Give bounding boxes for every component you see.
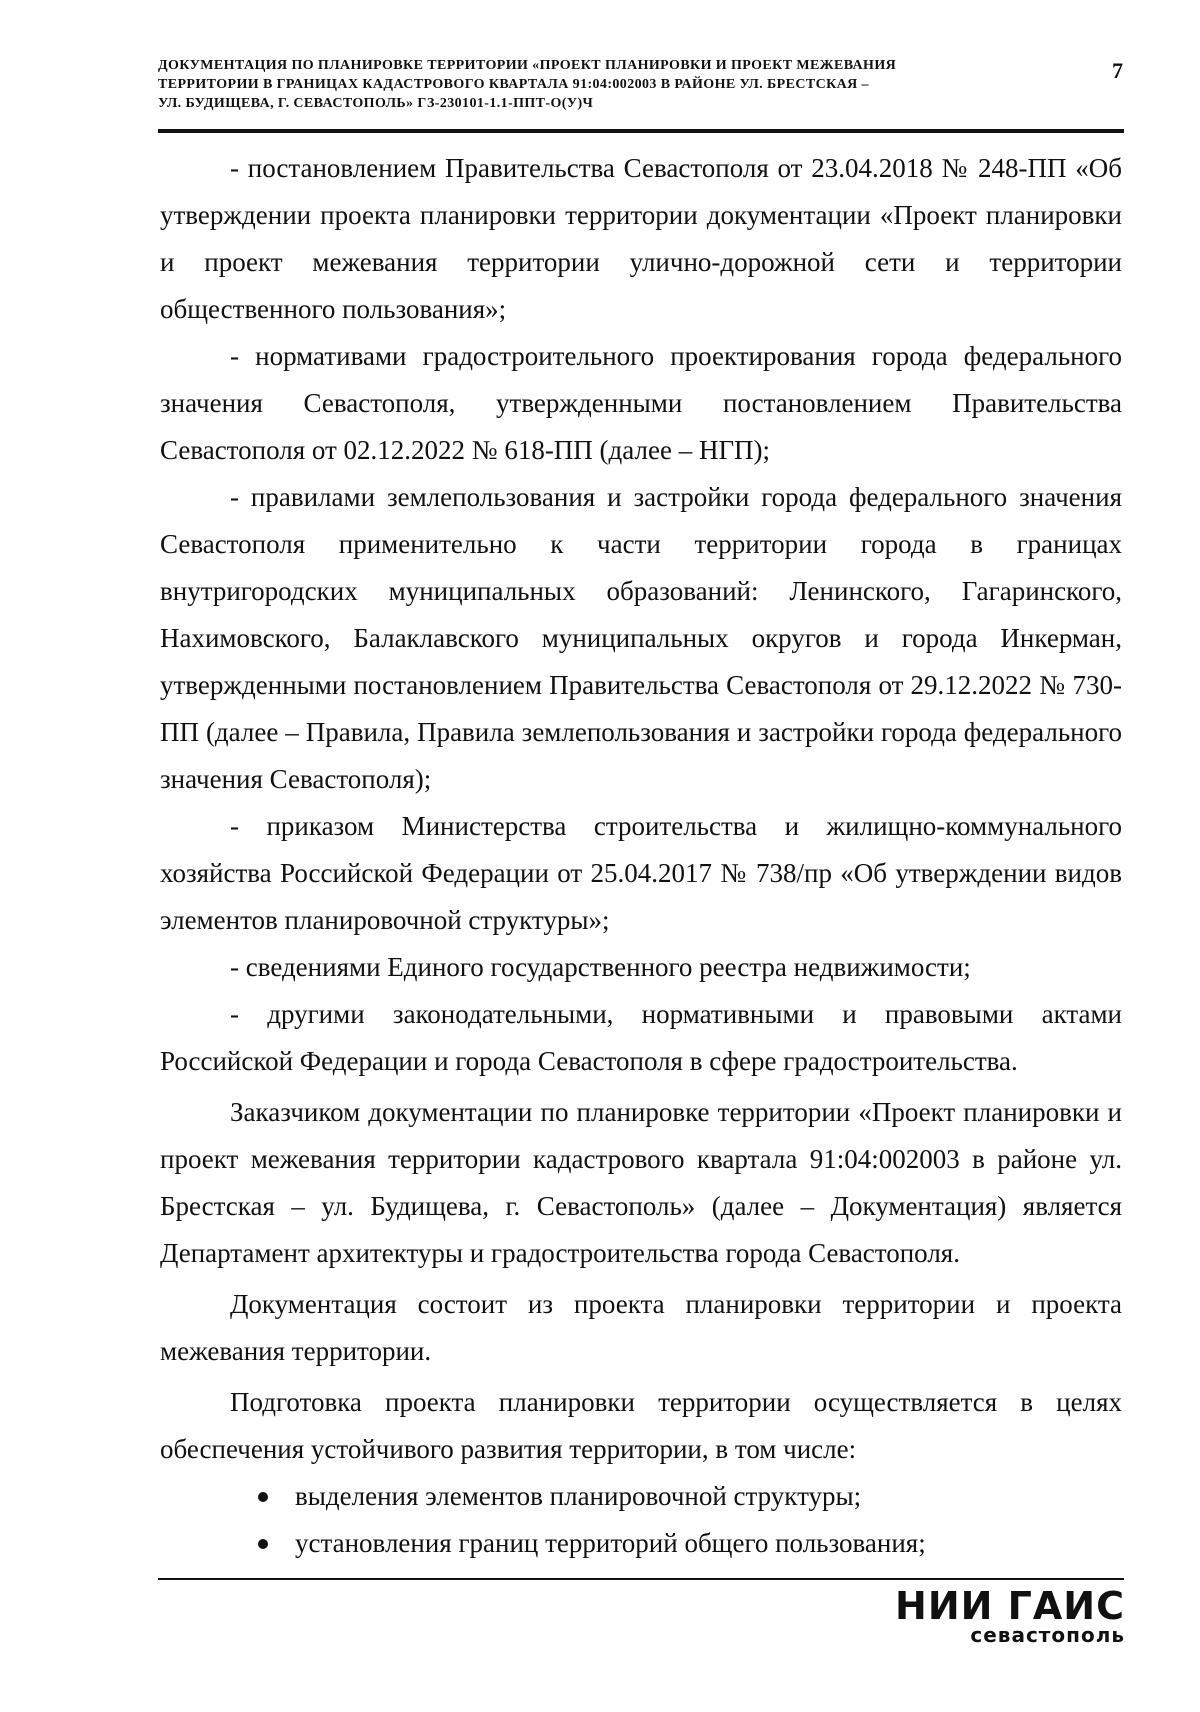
header-line-2: ТЕРРИТОРИИ В ГРАНИЦАХ КАДАСТРОВОГО КВАРТАЛА 91:04:002003 В РАЙОНЕ УЛ. БРЕСТСКАЯ – xyxy=(158,77,869,92)
list-item-text: выделения элементов планировочной структуры; xyxy=(295,1481,862,1511)
document-body xyxy=(160,145,1122,1567)
bullet-list xyxy=(160,1473,1122,1567)
paragraph: - сведениями Единого государственного реестра недвижимости; xyxy=(230,952,971,982)
page-number: 7 xyxy=(1112,58,1123,83)
logo-main-text: НИИ ГАИС xyxy=(895,1584,1125,1628)
header-line-1: ДОКУМЕНТАЦИЯ ПО ПЛАНИРОВКЕ ТЕРРИТОРИИ «ПРОЕКТ ПЛАНИРОВКИ И ПРОЕКТ МЕЖЕВАНИЯ xyxy=(158,58,897,73)
paragraph: Подготовка проекта планировки территории осуществляется в целях обеспечения устойчивого развития территории, в том числе: xyxy=(160,1387,1122,1464)
header-divider xyxy=(158,129,1124,133)
paragraph: Заказчиком документации по планировке территории «Проект планировки и проект межевания территории кадастрового квартала 91:04:002003 в районе ул. Брестская – ул. Будищева, г. Севастополь» (далее – Документация) является Департамент архитектуры и градостроительства города Севастополя. xyxy=(160,1097,1122,1268)
bullet-icon xyxy=(258,1539,268,1549)
document-header xyxy=(158,56,1058,113)
organization-logo xyxy=(895,1586,1125,1646)
list-item-text: установления границ территорий общего пользования; xyxy=(295,1528,926,1558)
paragraph: - постановлением Правительства Севастополя от 23.04.2018 № 248-ПП «Об утверждении проекта планировки территории документации «Проект планировки и проект межевания территории улично-дорожной сети и территории общественного пользования»; xyxy=(160,153,1122,324)
footer-divider xyxy=(158,1578,1124,1580)
logo-sub-text: севастополь xyxy=(970,1623,1125,1647)
bullet-icon xyxy=(258,1492,268,1502)
paragraph: - другими законодательными, нормативными и правовыми актами Российской Федерации и города Севастополя в сфере градостроительства. xyxy=(160,999,1122,1076)
list-item xyxy=(160,1520,1122,1567)
paragraph: - правилами землепользования и застройки города федерального значения Севастополя применительно к части территории города в границах внутригородских муниципальных образований: Ленинского, Гагаринского, Нахимовского, Балаклавского муниципальных округов и города Инкерман, утвержденными постановлением Правительства Севастополя от 29.12.2022 № 730-ПП (далее – Правила, Правила землепользования и застройки города федерального значения Севастополя); xyxy=(160,482,1122,794)
header-line-3: УЛ. БУДИЩЕВА, Г. СЕВАСТОПОЛЬ» ГЗ-230101-1.1-ППТ-О(У)Ч xyxy=(158,96,594,111)
paragraph: Документация состоит из проекта планировки территории и проекта межевания территории. xyxy=(160,1289,1122,1366)
list-item xyxy=(160,1473,1122,1520)
paragraph: - приказом Министерства строительства и жилищно-коммунального хозяйства Российской Федерации от 25.04.2017 № 738/пр «Об утверждении видов элементов планировочной структуры»; xyxy=(160,811,1122,935)
paragraph: - нормативами градостроительного проектирования города федерального значения Севастополя, утвержденными постановлением Правительства Севастополя от 02.12.2022 № 618-ПП (далее – НГП); xyxy=(160,341,1122,465)
